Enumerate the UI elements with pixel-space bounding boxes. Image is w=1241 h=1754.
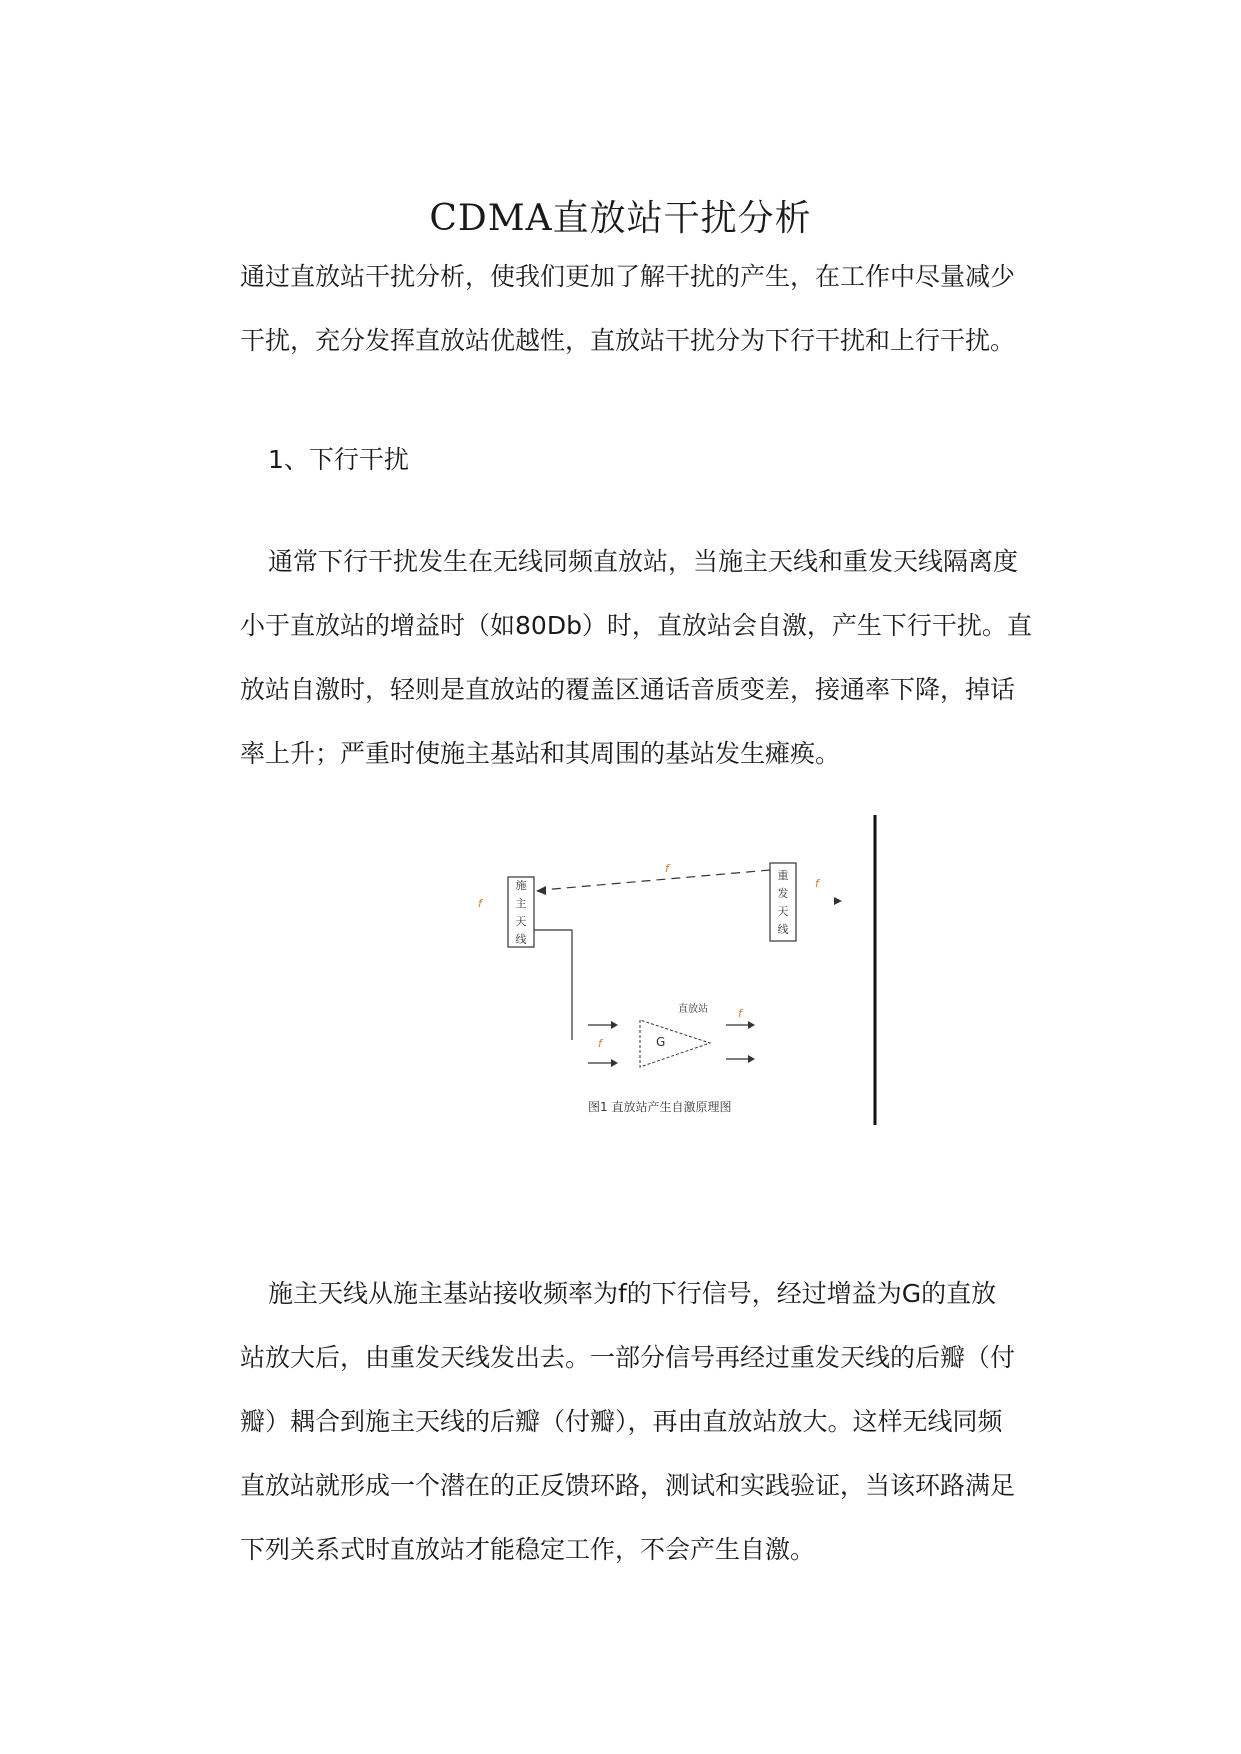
paragraph-line: 放站自激时，轻则是直放站的覆盖区通话音质变差，接通率下降，掉话 <box>240 675 1016 704</box>
page-title: CDMA直放站干扰分析 <box>429 198 812 239</box>
intro-line: 干扰，充分发挥直放站优越性，直放站干扰分为下行干扰和上行干扰。 <box>240 326 1016 355</box>
paragraph-line: 通常下行干扰发生在无线同频直放站，当施主天线和重发天线隔离度 <box>268 547 1019 576</box>
freq-label-input: f <box>598 1037 602 1050</box>
downlink-paragraph-2 <box>240 1262 1060 1582</box>
paragraph-line: 下列关系式时直放站才能稳定工作，不会产生自激。 <box>240 1535 816 1564</box>
feedback-arrow-head <box>536 886 546 895</box>
diagram-graphics <box>470 815 890 1135</box>
downlink-paragraph-1 <box>240 530 1060 786</box>
paragraph-line: 率上升；严重时使施主基站和其周围的基站发生瘫痪。 <box>240 739 841 768</box>
section-heading-downlink: 1、下行干扰 <box>268 445 409 474</box>
paragraph-line: 小于直放站的增益时（如80Db）时，直放站会自激，产生下行干扰。直 <box>240 611 1032 640</box>
freq-label-feedback: f <box>665 862 669 875</box>
intro-paragraph <box>240 245 1060 373</box>
amplifier-triangle <box>640 1020 710 1067</box>
retransmit-antenna-label: 重 发 天 线 <box>777 869 789 936</box>
figure-caption: 图1 直放站产生自激原理图 <box>588 1100 732 1114</box>
input-arrow-head <box>611 1021 618 1029</box>
freq-label-output: f <box>738 1007 742 1020</box>
input-arrow-head <box>611 1059 618 1067</box>
repeater-label: 直放站 <box>678 1004 708 1015</box>
donor-antenna-label: 施 主 天 线 <box>515 879 527 946</box>
paragraph-line: 站放大后，由重发天线发出去。一部分信号再经过重发天线的后瓣（付 <box>240 1343 1016 1372</box>
paragraph-line: 瓣）耦合到施主天线的后瓣（付瓣），再由直放站放大。这样无线同频 <box>240 1407 1003 1436</box>
radiate-arrow-head <box>834 897 842 905</box>
repeater-feedback-diagram <box>470 815 890 1135</box>
intro-line: 通过直放站干扰分析，使我们更加了解干扰的产生，在工作中尽量减少 <box>240 262 1016 291</box>
freq-label-donor: f <box>478 897 482 910</box>
amplifier-gain-label: G <box>656 1035 666 1049</box>
paragraph-line: 直放站就形成一个潜在的正反馈环路，测试和实践验证，当该环路满足 <box>240 1471 1016 1500</box>
output-arrow-head <box>748 1055 755 1063</box>
freq-label-retransmit: f <box>815 877 819 890</box>
paragraph-line: 施主天线从施主基站接收频率为f的下行信号，经过增益为G的直放 <box>268 1279 997 1308</box>
feedback-dashed-line <box>542 870 770 890</box>
donor-feed-line <box>534 930 572 1040</box>
output-arrow-head <box>748 1021 755 1029</box>
